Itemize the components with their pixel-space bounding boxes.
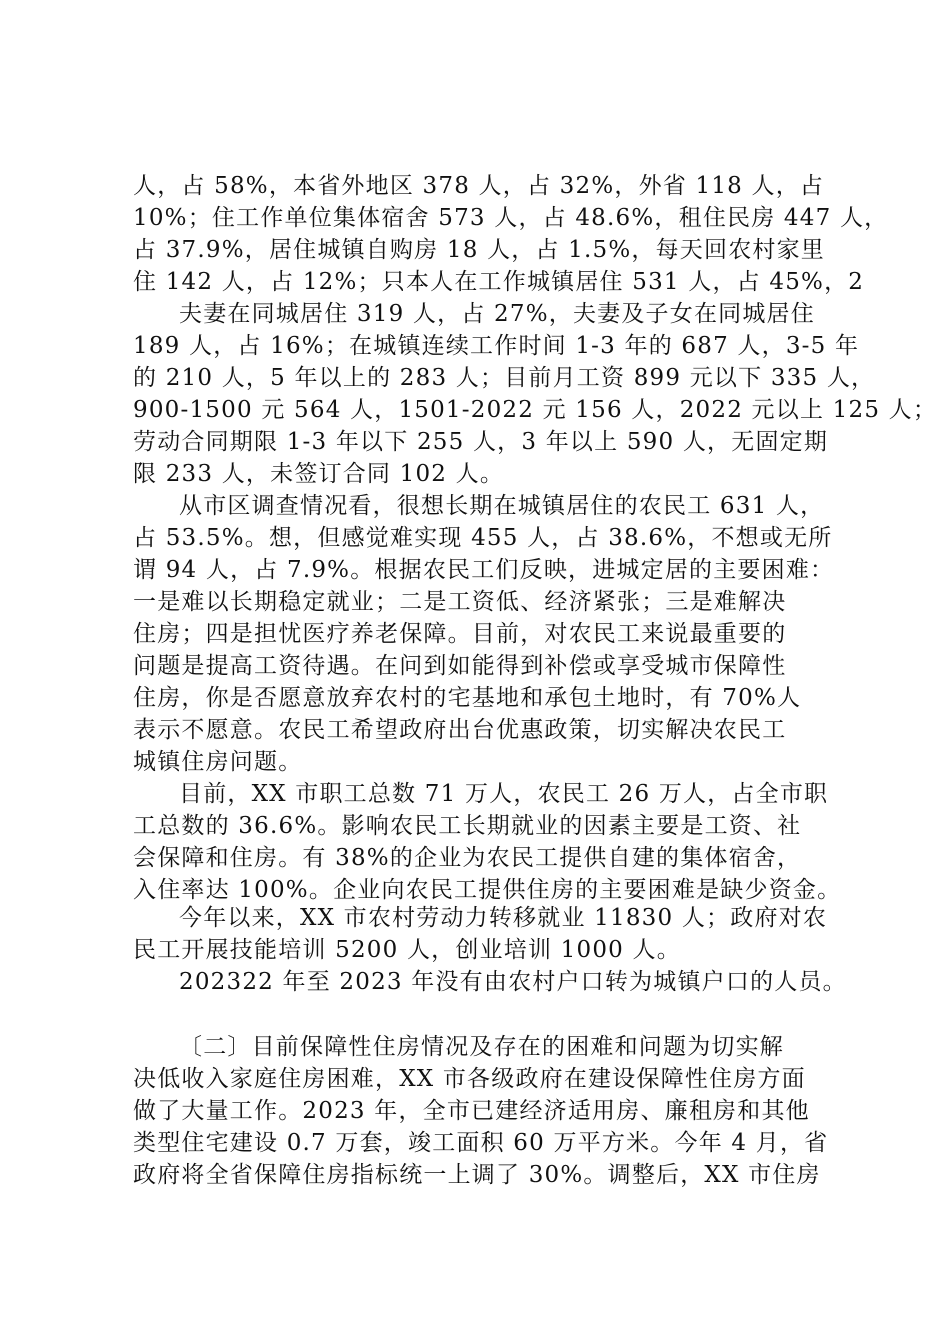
paragraph-6 [133,966,853,998]
text-line: 目前，XX 市职工总数 71 万人，农民工 26 万人，占全市职 [179,781,829,807]
text-line: 占 37.9%，居住城镇自购房 18 人，占 1.5%，每天回农村家里 [133,237,826,263]
text-line: 工总数的 36.6%。影响农民工长期就业的因素主要是工资、社 [133,813,802,839]
text-line: 政府将全省保障住房指标统一上调了 30%。调整后，XX 市住房 [133,1162,821,1188]
paragraph-1 [133,170,889,298]
text-line: 900-1500 元 564 人，1501-2022 元 156 人，2022 元以上 125 人； [133,397,938,423]
text-line: 10%；住工作单位集体宿舍 573 人，占 48.6%，租住民房 447 人， [133,205,889,231]
text-line: 〔二〕目前保障性住房情况及存在的困难和问题为切实解 [179,1034,784,1060]
text-line: 住 142 人，占 12%；只本人在工作城镇居住 531 人，占 45%，2 [133,269,865,295]
text-line: 决低收入家庭住房困难，XX 市各级政府在建设保障性住房方面 [133,1066,806,1092]
text-line: 占 53.5%。想，但感觉难实现 455 人，占 38.6%，不想或无所 [133,525,833,551]
text-line: 谓 94 人，占 7.9%。根据农民工们反映，进城定居的主要困难： [133,557,835,583]
paragraph-5 [133,902,853,966]
text-line: 住房；四是担忧医疗养老保障。目前，对农民工来说最重要的 [133,621,787,647]
paragraph-4 [133,778,853,906]
text-line: 表示不愿意。农民工希望政府出台优惠政策，切实解决农民工 [133,717,787,743]
paragraph-3 [133,490,853,778]
text-line: 住房，你是否愿意放弃农村的宅基地和承包土地时，有 70%人 [133,685,802,711]
text-line: 限 233 人，未签订合同 102 人。 [133,461,505,487]
text-line: 城镇住房问题。 [133,749,303,775]
text-line: 的 210 人，5 年以上的 283 人；目前月工资 899 元以下 335 人， [133,365,876,391]
text-line: 从市区调查情况看，很想长期在城镇居住的农民工 631 人， [179,493,825,519]
text-line: 类型住宅建设 0.7 万套，竣工面积 60 万平方米。今年 4 月，省 [133,1130,829,1156]
text-line: 会保障和住房。有 38%的企业为农民工提供自建的集体宿舍， [133,845,802,871]
paragraph-7 [133,1031,853,1191]
text-line: 问题是提高工资待遇。在问到如能得到补偿或享受城市保障性 [133,653,787,679]
text-line: 一是难以长期稳定就业；二是工资低、经济紧张；三是难解决 [133,589,787,615]
text-line: 今年以来，XX 市农村劳动力转移就业 11830 人；政府对农 [179,905,828,931]
paragraph-2 [133,298,938,490]
text-line: 民工开展技能培训 5200 人，创业培训 1000 人。 [133,937,681,963]
text-line: 劳动合同期限 1-3 年以下 255 人，3 年以上 590 人，无固定期 [133,429,829,455]
text-line: 做了大量工作。2023 年，全市已建经济适用房、廉租房和其他 [133,1098,810,1124]
text-line: 夫妻在同城居住 319 人，占 27%，夫妻及子女在同城居住 [179,301,815,327]
text-line: 202322 年至 2023 年没有由农村户口转为城镇户口的人员。 [179,969,847,995]
text-line: 入住率达 100%。企业向农民工提供住房的主要困难是缺少资金。 [133,877,842,903]
text-line: 189 人，占 16%；在城镇连续工作时间 1-3 年的 687 人，3-5 年 [133,333,860,359]
text-line: 人，占 58%，本省外地区 378 人，占 32%，外省 118 人，占 [133,173,825,199]
